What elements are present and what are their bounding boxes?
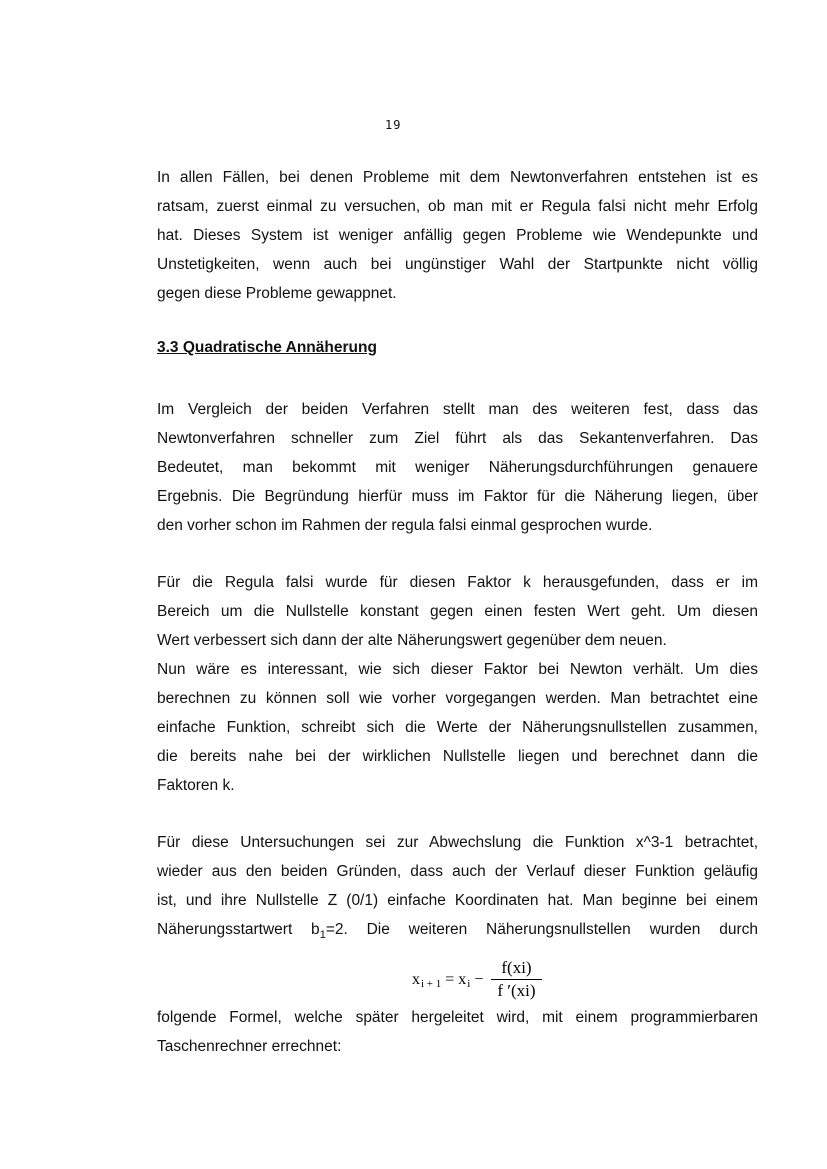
paragraph-investigation — [157, 828, 758, 944]
text-line — [157, 915, 758, 944]
paragraph-comparison — [157, 395, 758, 540]
text-line: ist, und ihre Nullstelle Z (0/1) einfache Koordinaten hat. Man beginne bei einem — [157, 892, 758, 909]
text-line: Taschenrechner errechnet: — [157, 1038, 342, 1055]
formula-var: x — [412, 970, 420, 988]
formula-subscript: i — [467, 977, 471, 990]
text-line: Faktoren k. — [157, 777, 235, 794]
formula-denominator: f ′(xi) — [497, 981, 536, 1000]
text-line: Nun wäre es interessant, wie sich dieser Faktor bei Newton verhält. Um dies — [157, 661, 758, 678]
formula-fraction — [491, 957, 541, 1002]
formula-var: x — [458, 970, 467, 988]
page-number: 19 — [385, 118, 402, 132]
text-line: Newtonverfahren schneller zum Ziel führt als das Sekantenverfahren. Das — [157, 430, 758, 447]
formula-minus: − — [474, 970, 484, 988]
text-line: Bereich um die Nullstelle konstant gegen einen festen Wert geht. Um diesen — [157, 603, 758, 620]
text-line: hat. Dieses System ist weniger anfällig gegen Probleme wie Wendepunkte und — [157, 227, 758, 244]
text-line: In allen Fällen, bei denen Probleme mit dem Newtonverfahren entstehen ist es — [157, 169, 758, 186]
text-line: die bereits nahe bei der wirklichen Nullstelle liegen und berechnet dann die — [157, 748, 758, 765]
formula-lhs — [412, 971, 487, 989]
text-line: den vorher schon im Rahmen der regula falsi einmal gesprochen wurde. — [157, 517, 653, 534]
text-line: einfache Funktion, schreibt sich die Werte der Näherungsnullstellen zusammen, — [157, 719, 758, 736]
paragraph-intro — [157, 163, 758, 308]
text-line: Im Vergleich der beiden Verfahren stellt man des weiteren fest, dass das — [157, 401, 758, 418]
line-part: Näherungsstartwert b — [157, 921, 320, 938]
newton-formula — [412, 952, 542, 1007]
text-line: wieder aus den beiden Gründen, dass auch der Verlauf dieser Funktion geläufig — [157, 863, 758, 880]
text-line: folgende Formel, welche später hergeleitet wird, mit einem programmierbaren — [157, 1009, 758, 1026]
text-line: Bedeutet, man bekommt mit weniger Näherungsdurchführungen genauere — [157, 459, 758, 476]
text-line: berechnen zu können soll wie vorher vorgegangen werden. Man betrachtet eine — [157, 690, 758, 707]
paragraph-formula-note — [157, 1003, 758, 1061]
section-heading: 3.3 Quadratische Annäherung — [157, 339, 377, 356]
text-line: Wert verbessert sich dann der alte Näherungswert gegenüber dem neuen. — [157, 632, 667, 649]
text-line: gegen diese Probleme gewappnet. — [157, 285, 397, 302]
text-line: Für diese Untersuchungen sei zur Abwechslung die Funktion x^3-1 betrachtet, — [157, 834, 758, 851]
text-line: Für die Regula falsi wurde für diesen Faktor k herausgefunden, dass er im — [157, 574, 758, 591]
text-line: ratsam, zuerst einmal zu versuchen, ob man mit er Regula falsi nicht mehr Erfolg — [157, 198, 758, 215]
text-line: Ergebnis. Die Begründung hierfür muss im Faktor für die Näherung liegen, über — [157, 488, 758, 505]
text-line: Unstetigkeiten, wenn auch bei ungünstiger Wahl der Startpunkte nicht völlig — [157, 256, 758, 273]
formula-numerator: f(xi) — [501, 958, 532, 977]
paragraph-regula-falsi — [157, 568, 758, 800]
formula-subscript: i + 1 — [421, 977, 442, 990]
subscript: 1 — [319, 929, 326, 942]
formula-equals: = — [445, 970, 455, 988]
line-part: =2. Die weiteren Näherungsnullstellen wurden durch — [325, 921, 758, 938]
